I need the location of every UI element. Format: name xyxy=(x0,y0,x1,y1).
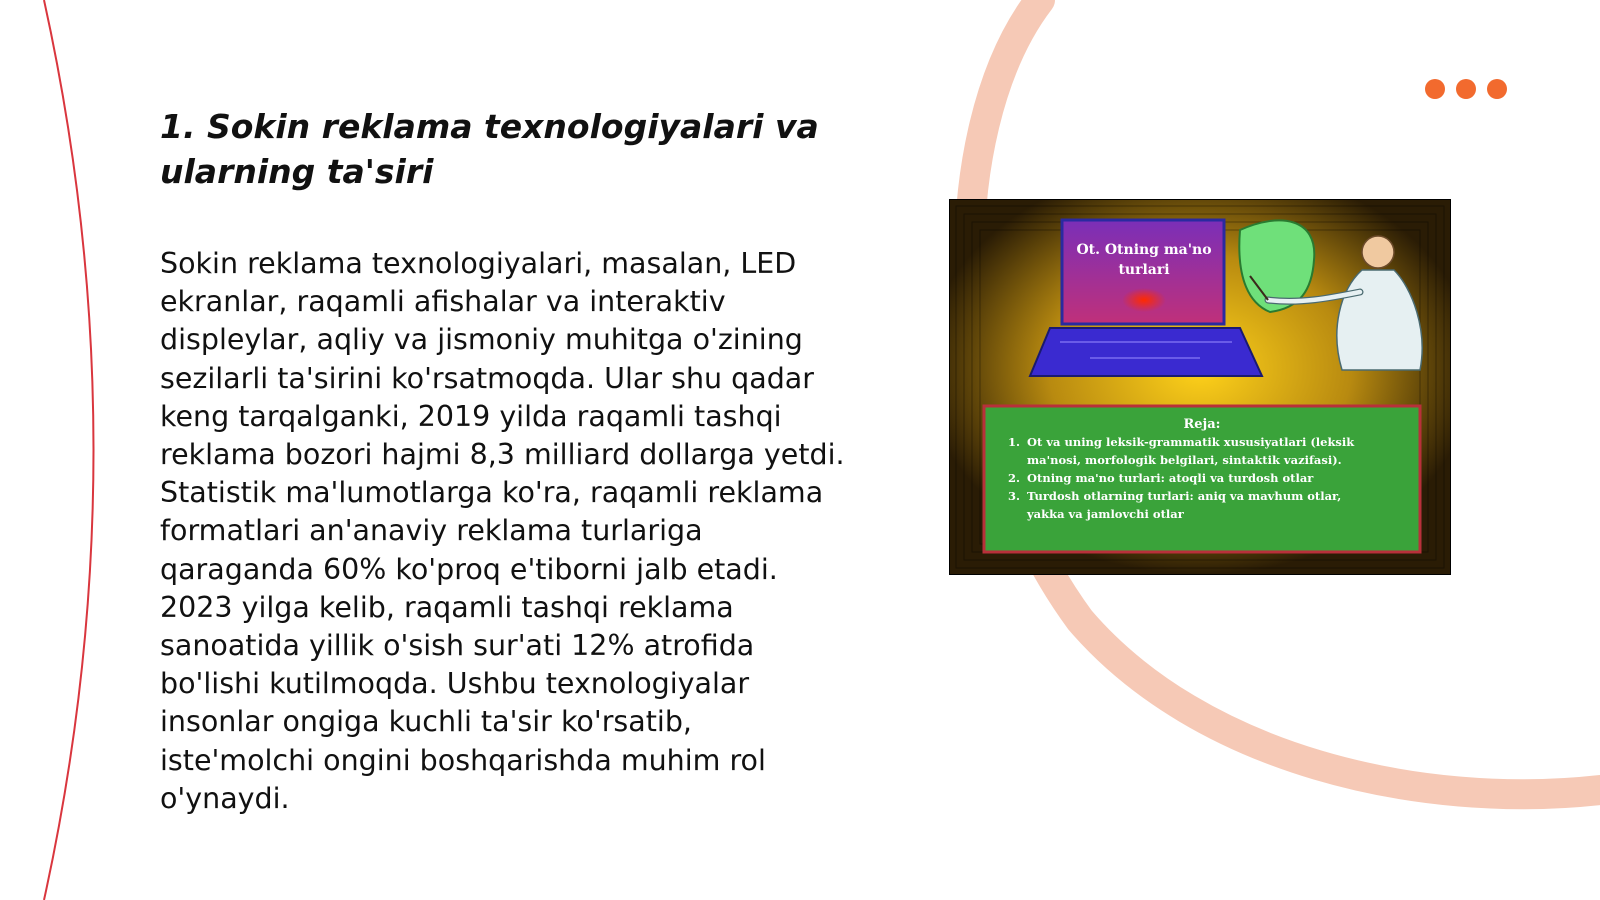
plan-item-line: Ot va uning leksik-grammatik xususiyatlari (leksik xyxy=(1027,435,1355,449)
orange-dots xyxy=(1425,79,1507,99)
plan-heading: Reja: xyxy=(1183,417,1221,432)
left-red-curve xyxy=(44,0,94,900)
dot-icon xyxy=(1425,79,1445,99)
plan-item-line: yakka va jamlovchi otlar xyxy=(1027,507,1184,521)
slide-title: 1. Sokin reklama texnologiyalari va ularning ta'siri xyxy=(160,107,819,191)
screen-title-line2: turlari xyxy=(1118,262,1170,278)
dot-icon xyxy=(1487,79,1507,99)
embedded-slide-image xyxy=(950,200,1450,574)
screen-title-line1: Ot. Otning ma'no xyxy=(1076,242,1212,258)
plan-item-line: Turdosh otlarning turlari: aniq va mavhum otlar, xyxy=(1027,489,1342,503)
slide-body-text: Sokin reklama texnologiyalari, masalan, LED ekranlar, raqamli afishalar va interaktiv displeylar, aqliy va jismoniy muhitga o'zining sezilarli ta'sirini ko'rsatmoqda. Ular shu qadar keng tarqalganki, 2019 yilda raqamli tashqi reklama bozori hajmi 8,3 milliard dollarga yetdi. Statistik ma'lumotlarga ko'ra, raqamli reklama formatlari an'anaviy reklama turlariga qaraganda 60% ko'proq e'tiborni jalb etadi. 2023 yilga kelib, raqamli tashqi reklama sanoatida yillik o'sish sur'ati 12% atrofida bo'lishi kutilmoqda. Ushbu texnologiyalar insonlar ongiga kuchli ta'sir ko'rsatib, iste'molchi ongini boshqarishda muhim rol o'ynaydi. xyxy=(160,247,845,815)
plan-item-line: ma'nosi, morfologik belgilari, sintaktik vazifasi). xyxy=(1027,453,1342,467)
plan-item-line: Otning ma'no turlari: atoqli va turdosh otlar xyxy=(1027,471,1314,485)
plan-item-number: 3. xyxy=(1008,489,1021,503)
dot-icon xyxy=(1456,79,1476,99)
plan-item-number: 1. xyxy=(1008,435,1021,449)
plan-item-number: 2. xyxy=(1008,471,1021,485)
